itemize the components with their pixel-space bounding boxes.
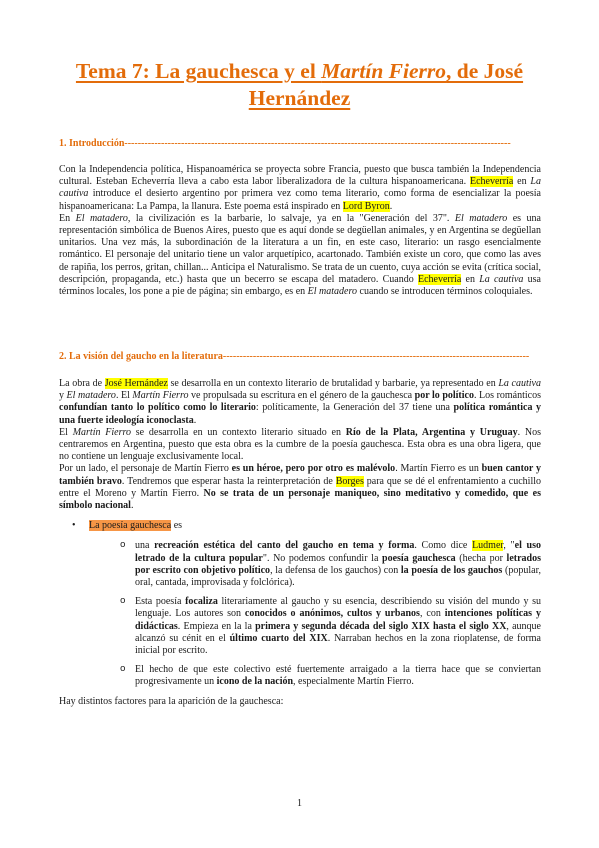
- page-title: [40, 58, 559, 112]
- sub-list-item: o El hecho de que este colectivo esté fuertemente arraigado a la tierra hace que se conviertan progresivamente un icono de la nación, especialmente Martín Fierro.: [89, 664, 541, 688]
- paragraph: El Martín Fierro se desarrolla en un contexto literario situado en Río de la Plata, Argentina y Uruguay. Nos centraremos en Argentina, puesto que esta obra es la cumbre de la poesía gauchesca. Esta obra es una obra ligera, que no contiene un lenguaje exclusivamente local.: [59, 426, 541, 463]
- section-heading-introduccion: 1. Introducción--------------------------------------------------------------------------------------------------------------------: [59, 138, 511, 149]
- highlight: Ludmer: [472, 540, 504, 552]
- paragraph: Por un lado, el personaje de Martín Fierro es un héroe, pero por otro es malévolo. Martín Fierro es un buen cantor y también bravo. Tendremos que esperar hasta la reinterpretación de Borges para que se dé el enfrentamiento a cuchillo entre el Moreno y Martín Fierro. No se trata de un personaje maniqueo, sino meditativo y comedido, que es símbolo nacional.: [59, 463, 541, 512]
- title-text: Tema 7: La gauchesca y el: [75, 59, 322, 83]
- paragraph: La obra de José Hernández se desarrolla en un contexto literario de brutalidad y barbarie, ya representado en La cautiva y El matadero. El Martín Fierro ve propulsada su escritura en el género de la gauchesca por lo político. Los románticos confundían tanto lo político como lo literario: políticamente, la Generación del 37 tiene una política romántica y una fuerte ideología iconoclasta.: [59, 378, 541, 426]
- sub-list-item: o una recreación estética del canto del gaucho en tema y forma. Como dice Ludmer, "el uso letrado de la cultura popular". No podemos confundir la poesía gauchesca (hecha por letrados por escrito con objetivo político, la defensa de los gauchos) con la poesía de los gauchos (popular, oral, cantada, improvisada y folclórica).: [89, 540, 541, 589]
- section-2-body: [59, 378, 541, 708]
- title-italic: Martín Fierro: [321, 59, 447, 83]
- highlight: Lord Byron: [342, 200, 390, 212]
- highlight: Echeverría: [469, 176, 514, 188]
- highlight: José Hernández: [104, 378, 168, 389]
- sub-list-item: o Esta poesía focaliza literariamente al gaucho y su esencia, describiendo su visión del mundo y su lenguaje. Los autores son conocidos o anónimos, cultos y urbanos, con intenciones políticas y didácticas. Empieza en la la primera y segunda década del siglo XIX hasta el siglo XX, aunque alcanzó su cénit en el último cuarto del XIX. Narraban hechos en la zona rioplatense, de forma inicial por escrito.: [89, 596, 541, 657]
- list-item: • La poesía gauchesca es o una recreación estética del canto del gaucho en tema y forma. Como dice Ludmer, "el uso letrado de la cultura popular". No podemos confundir la poesía gauchesca (hecha por letrados por escrito con objetivo político, la defensa de los gauchos) con la poesía de los gauchos (popular, oral, cantada, improvisada y folclórica). o Esta poesía focaliza literariamente al gaucho y su esencia, describiendo su visión del mundo y su lenguaje. Los autores son conocidos o anónimos, cultos y urbanos, con intenciones políticas y didácticas. Empieza en la la primera y segunda década del siglo XIX hasta el siglo XX, aunque alcanzó su cénit en el último cuarto del XIX. Narraban hechos en la zona rioplatense, de forma inicial por escrito. o El hecho de que este colectivo esté fuertemente arraigado a la tierra hace que se conviertan progresivamente un icono de la nación, especialmente Martín Fierro.: [59, 520, 541, 688]
- title-end: , de José Hernández: [248, 59, 524, 110]
- highlight: Echeverría: [417, 273, 462, 285]
- bullet-list: [59, 520, 541, 688]
- paragraph: Con la Independencia política, Hispanoamérica se proyecta sobre Francia, puesto que busca también la Independencia cultural. Esteban Echeverría lleva a cabo esta labor liberalizadora de la cultura hispanoamericana. Echeverría en La cautiva introduce el desierto argentino por primera vez como tema literario, como forma de esencializar la poesía hispanoamericana: La Pampa, la llanura. Este poema está inspirado en Lord Byron.: [59, 164, 541, 212]
- section-heading-vision-gaucho: 2. La visión del gaucho en la literatura--------------------------------------------------------------------------------------------: [59, 351, 530, 362]
- highlight: Borges: [335, 475, 364, 487]
- section-1-body: [59, 164, 541, 298]
- sub-list: [89, 540, 541, 688]
- highlight-orange: La poesía gauchesca: [89, 520, 172, 532]
- page-number: 1: [297, 798, 302, 809]
- paragraph: En El matadero, la civilización es la barbarie, lo salvaje, ya en la "Generación del 37". El matadero es una representación simbólica de Buenos Aires, puesto que es aquí donde se degüellan animales, y en Argentina se degüellan unitarios. Una vez más, la subordinación de la literatura a un fin, en este caso, literario: un rasgo esencialmente romántico. El personaje del unitario tiene un valor arquetípico, acartonado. También existe un coro, que como las aves de rapiña, los perros, gritan, chillan... Anticipa el Naturalismo. Se trata de un cuento, cuya acción se evita (crítica social, descripción, propaganda, etc.) hasta que un becerro se escapa del matadero. Cuando Echeverría en La cautiva usa términos locales, los pone a pie de página; sin embargo, es en El matadero cuando se introducen términos coloquiales.: [59, 212, 541, 298]
- paragraph: Hay distintos factores para la aparición de la gauchesca:: [59, 695, 284, 707]
